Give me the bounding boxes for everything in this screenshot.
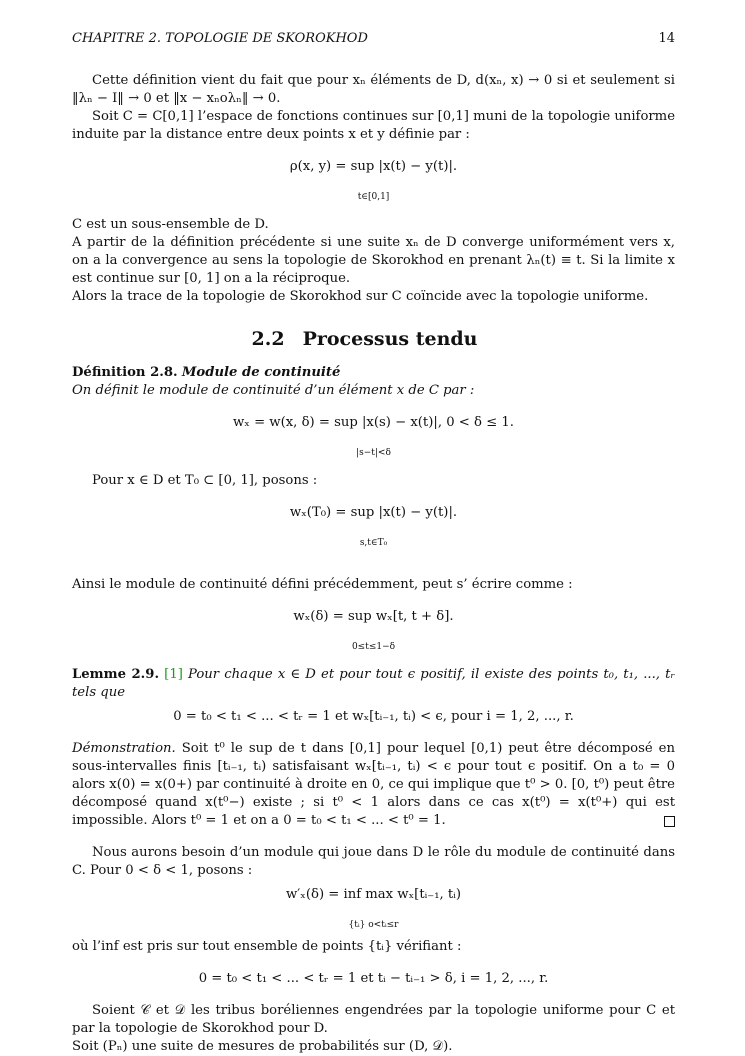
qed-square-icon [664, 816, 675, 827]
lemma: Lemme 2.9. [1] Pour chaque x ∈ D et pour tout ϵ positif, il existe des points t₀, t₁, ..., tᵣ tels que [72, 667, 675, 700]
equation-wprime: w′ₓ(δ) = inf max wₓ[tᵢ₋₁, tᵢ) {tᵢ} o<tᵢ≤r [285, 887, 462, 930]
page [72, 30, 675, 1056]
section-heading: 2.2 Processus tendu [251, 328, 478, 350]
citation-link[interactable]: [1] [164, 667, 183, 682]
chapter-title: CHAPITRE 2. TOPOLOGIE DE SKOROKHOD [72, 31, 368, 46]
equation-partition: 0 = t₀ < t₁ < ... < tᵣ = 1 et tᵢ − tᵢ₋₁ > δ, i = 1, 2, ..., r. [198, 971, 549, 986]
running-header [72, 30, 675, 48]
page-number: 14 [658, 31, 675, 46]
equation-wT0: wₓ(T₀) = sup |x(t) − y(t)|. s,t∈T₀ [289, 505, 458, 548]
definition: Définition 2.8. Module de continuité [72, 365, 341, 380]
paragraph: Pour x ∈ D et T₀ ⊂ [0, 1], posons : [92, 473, 318, 488]
paragraph: Alors la trace de la topologie de Skorokhod sur C coïncide avec la topologie uniforme. [72, 289, 649, 304]
paragraph: Soient 𝒞 et 𝒟 les tribus boréliennes engendrées par la topologie uniforme pour C et par la topologie de Skorokhod pour D. [72, 1003, 675, 1036]
paragraph: Soit (Pₙ) une suite de mesures de probabilités sur (D, 𝒟). [72, 1039, 453, 1054]
paragraph: Cette définition vient du fait que pour xₙ éléments de D, d(xₙ, x) → 0 si et seulement si ‖λₙ − I‖ → 0 et ‖x − xₙoλₙ‖ → 0. [72, 73, 675, 106]
proof: Démonstration. Soit t⁰ le sup de t dans [0,1] pour lequel [0,1) peut être décomposé en sous-intervalles finis [tᵢ₋₁, tᵢ) satisfaisant wₓ[tᵢ₋₁, tᵢ) < ϵ pour tout ϵ positif. On a t₀ = 0 alors x(0) = x(0+) par continuité à droite en 0, ce qui implique que t⁰ > 0. [0, t⁰) peut être décomposé quand x(t⁰−) existe ; si t⁰ < 1 alors dans ce cas x(t⁰) = x(t⁰+) qui est impossible. Alors t⁰ = 1 et on a 0 = t₀ < t₁ < ... < t⁰ = 1. [72, 741, 675, 828]
paragraph: où l’inf est pris sur tout ensemble de points {tᵢ} vérifiant : [72, 939, 462, 954]
definition-text: On définit le module de continuité d’un élément x de C par : [72, 383, 475, 398]
equation-rho: ρ(x, y) = sup |x(t) − y(t)|. t∈[0,1] [289, 159, 458, 202]
paragraph: Nous aurons besoin d’un module qui joue dans D le rôle du module de continuité dans C. Pour 0 < δ < 1, posons : [72, 845, 675, 878]
paragraph: C est un sous-ensemble de D. [72, 217, 269, 232]
paragraph: Ainsi le module de continuité défini précédemment, peut s’ écrire comme : [72, 577, 573, 592]
equation-lemma: 0 = t₀ < t₁ < ... < tᵣ = 1 et wₓ[tᵢ₋₁, tᵢ) < ϵ, pour i = 1, 2, ..., r. [173, 709, 574, 724]
paragraph: Soit C = C[0,1] l’espace de fonctions continues sur [0,1] muni de la topologie uniforme induite par la distance entre deux points x et y définie par : [72, 109, 675, 142]
equation-wdelta: wₓ(δ) = sup wₓ[t, t + δ]. 0≤t≤1−δ [293, 609, 454, 652]
paragraph: A partir de la définition précédente si une suite xₙ de D converge uniformément vers x, on a la convergence au sens la topologie de Skorokhod en prenant λₙ(t) ≡ t. Si la limite x est continue sur [0, 1] on a la réciproque. [72, 235, 675, 286]
equation-modulus: wₓ = w(x, δ) = sup |x(s) − x(t)|, 0 < δ ≤ 1. |s−t|<δ [233, 415, 514, 458]
